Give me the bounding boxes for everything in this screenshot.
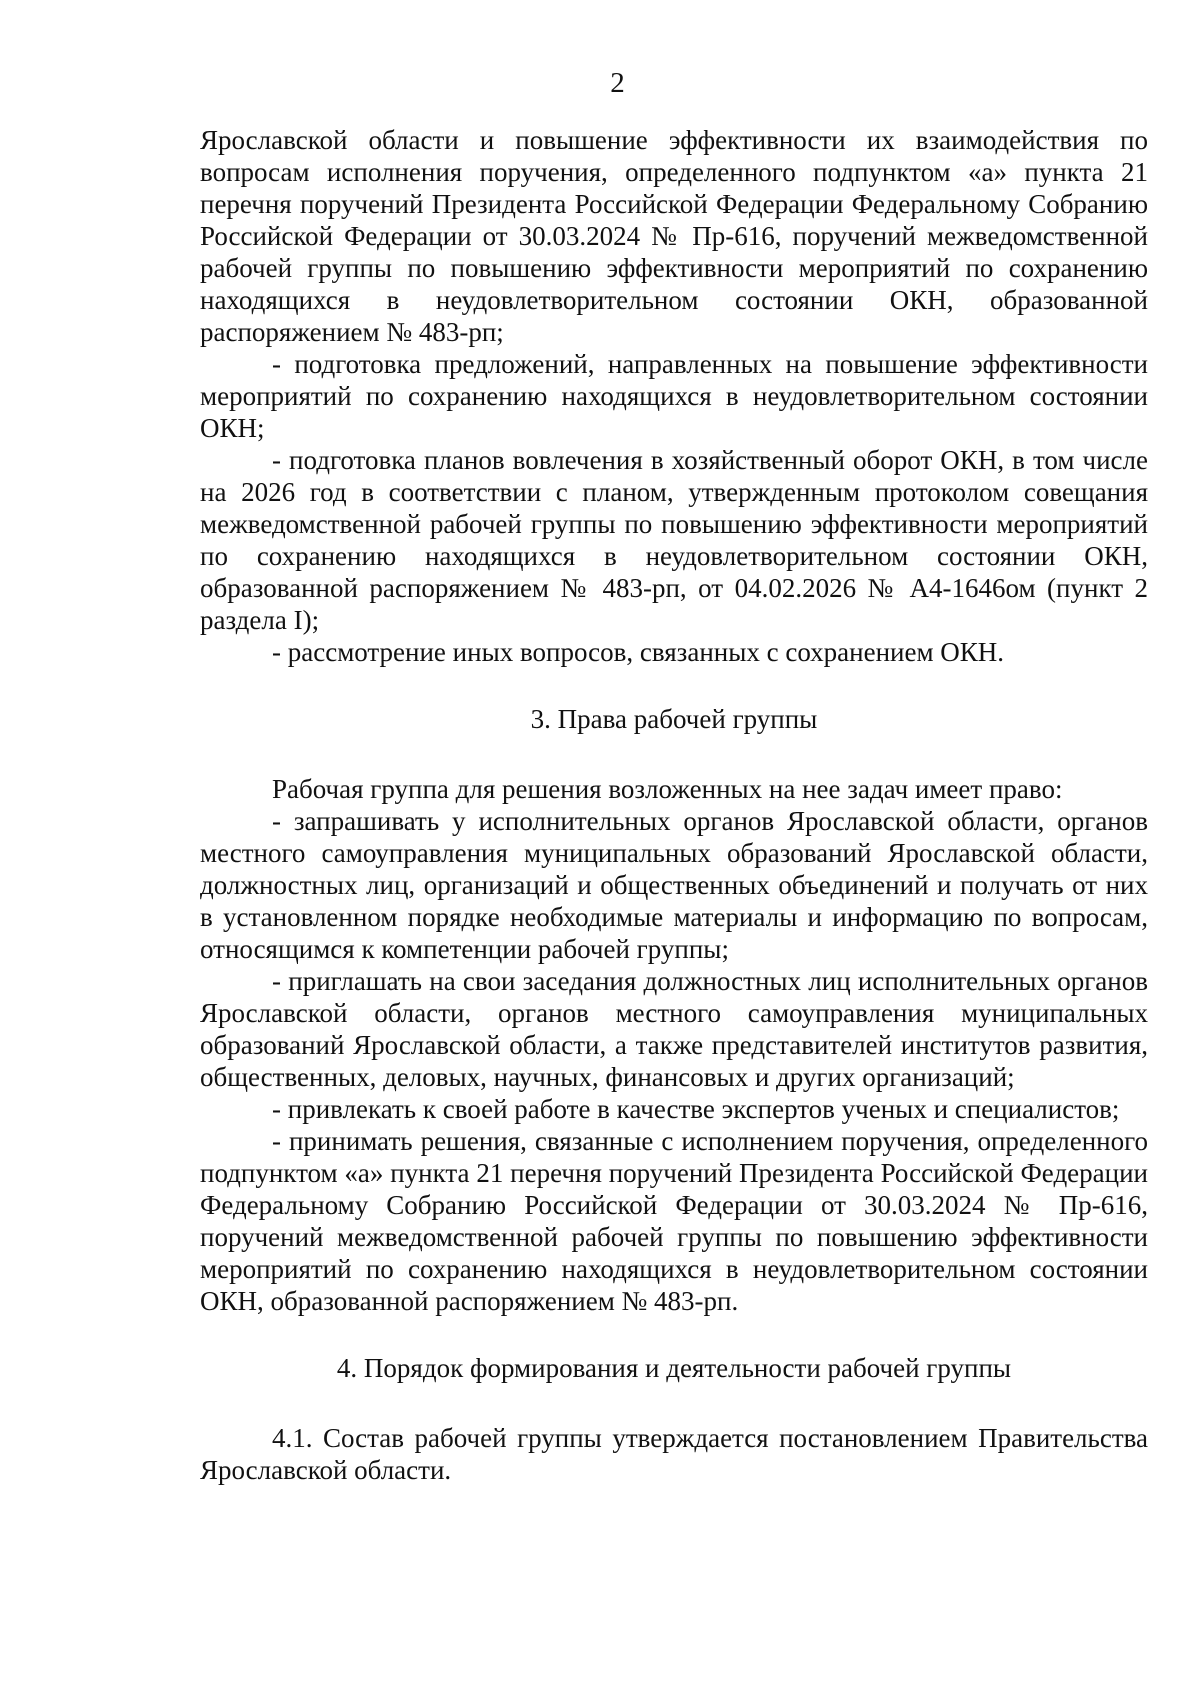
section-3-heading: 3. Права рабочей группы: [530, 704, 818, 734]
list-item: - приглашать на свои заседания должностных лиц исполнительных органов Ярославской области, органов местного самоуправления муниципальных образований Ярославской области, а также представителей институтов развития, общественных, деловых, научных, финансовых и других организаций;: [200, 966, 1148, 1092]
list-item: - подготовка предложений, направленных на повышение эффективности мероприятий по сохранению находящихся в неудовлетворительном состоянии ОКН;: [200, 349, 1148, 443]
list-item: - рассмотрение иных вопросов, связанных с сохранением ОКН.: [272, 637, 1005, 667]
section-3-intro: Рабочая группа для решения возложенных на нее задач имеет право:: [272, 774, 1063, 804]
list-item: - привлекать к своей работе в качестве экспертов ученых и специалистов;: [272, 1094, 1120, 1124]
paragraph-continuation: Ярославской области и повышение эффективности их взаимодействия по вопросам исполнения поручения, определенного подпунктом «а» пункта 21 перечня поручений Президента Российской Федерации Федеральному Собранию Российской Федерации от 30.03.2024 № Пр-616, поручений межведомственной рабочей группы по повышению эффективности мероприятий по сохранению находящихся в неудовлетворительном состоянии ОКН, образованной распоряжением № 483-рп;: [200, 125, 1148, 347]
section-4-item: 4.1. Состав рабочей группы утверждается постановлением Правительства Ярославской области.: [200, 1423, 1148, 1485]
page-number: 2: [610, 67, 625, 99]
list-item: - запрашивать у исполнительных органов Ярославской области, органов местного самоуправления муниципальных образований Ярославской области, должностных лиц, организаций и общественных объединений и получать от них в установленном порядке необходимые материалы и информацию по вопросам, относящимся к компетенции рабочей группы;: [200, 806, 1148, 964]
list-item: - подготовка планов вовлечения в хозяйственный оборот ОКН, в том числе на 2026 год в соответствии с планом, утвержденным протоколом совещания межведомственной рабочей группы по повышению эффективности мероприятий по сохранению находящихся в неудовлетворительном состоянии ОКН, образованной распоряжением № 483-рп, от 04.02.2026 № А4-1646ом (пункт 2 раздела I);: [200, 445, 1148, 635]
section-4-heading: 4. Порядок формирования и деятельности рабочей группы: [336, 1353, 1012, 1383]
document-body: [200, 124, 1148, 1486]
list-item: - принимать решения, связанные с исполнением поручения, определенного подпунктом «а» пункта 21 перечня поручений Президента Российской Федерации Федеральному Собранию Российской Федерации от 30.03.2024 № Пр-616, поручений межведомственной рабочей группы по повышению эффективности мероприятий по сохранению находящихся в неудовлетворительном состоянии ОКН, образованной распоряжением № 483-рп.: [200, 1126, 1148, 1316]
